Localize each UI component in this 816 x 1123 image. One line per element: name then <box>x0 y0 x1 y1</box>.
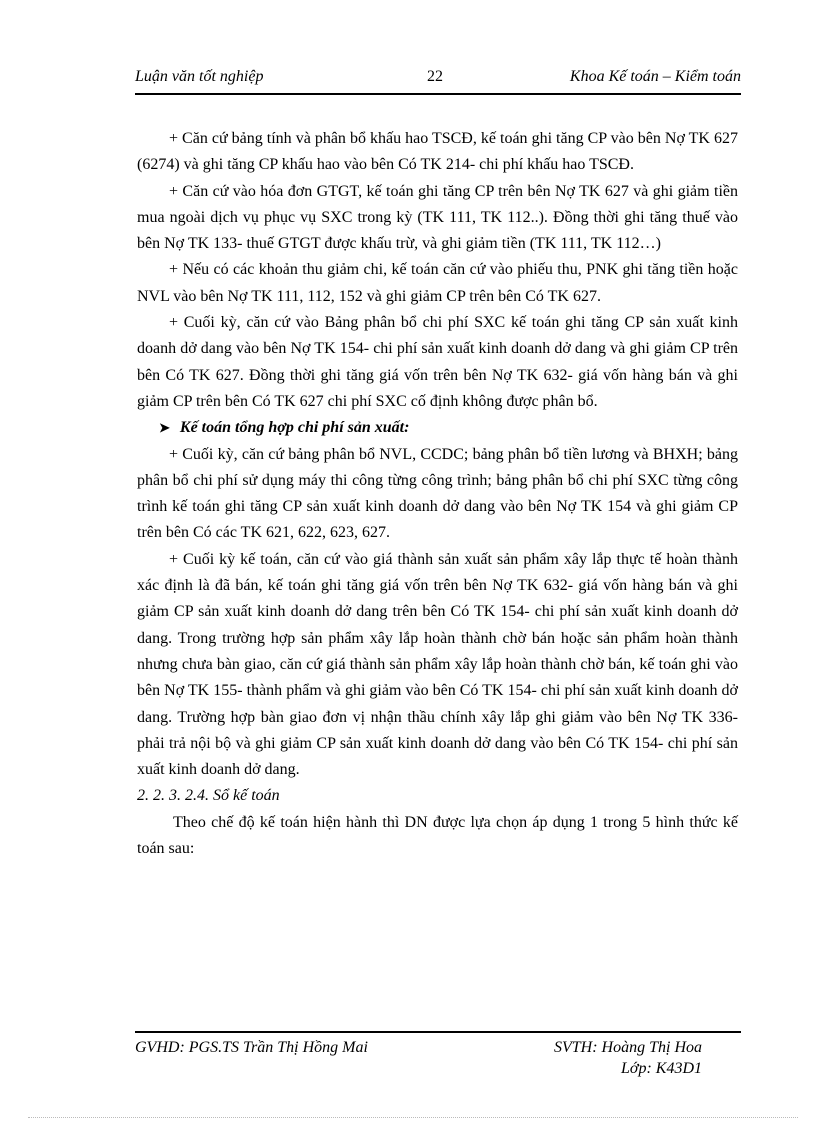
footer-student: SVTH: Hoàng Thị Hoa <box>554 1039 703 1056</box>
paragraph-7: Theo chế độ kế toán hiện hành thì DN được lựa chọn áp dụng 1 trong 5 hình thức kế toán sau: <box>137 813 738 858</box>
paragraph-6: + Cuối kỳ kế toán, căn cứ vào giá thành sản xuất sản phẩm xây lắp thực tế hoàn thành xác định là đã bán, kế toán ghi tăng giá vốn trên bên Nợ TK 632- giá vốn hàng bán và ghi giảm CP sản xuất kinh doanh dở dang trên bên Có TK 154- chi phí sản xuất kinh doanh dở dang. Trong trường hợp sản phẩm xây lắp hoàn thành chờ bán hoặc sản phẩm hoàn thành nhưng chưa bàn giao, căn cứ giá thành sản phẩm xây lắp hoàn thành chờ bán, kế toán ghi vào bên Nợ TK 155- thành phẩm và ghi giảm vào bên Có TK 154- chi phí sản xuất kinh doanh dở dang. Trường hợp bàn giao đơn vị nhận thầu chính xây lắp ghi giảm vào bên Nợ TK 336- phải trả nội bộ và ghi giảm CP sản xuất kinh doanh dở dang vào bên Có TK 154- chi phí sản xuất kinh doanh dở dang. <box>137 550 738 779</box>
footer-class: Lớp: K43D1 <box>621 1060 702 1077</box>
header-faculty: Khoa Kế toán – Kiểm toán <box>569 68 741 85</box>
page-number: 22 <box>427 68 443 85</box>
header-thesis-title: Luận văn tốt nghiệp <box>135 68 264 85</box>
page-bottom-dotted-line <box>28 1117 798 1118</box>
paragraph-4: + Cuối kỳ, căn cứ vào Bảng phân bổ chi phí SXC kế toán ghi tăng CP sản xuất kinh doanh dở dang vào bên Nợ TK 154- chi phí sản xuất kinh doanh dở dang và ghi giảm CP trên bên Có TK 627. Đồng thời ghi tăng giá vốn trên bên Nợ TK 632- giá vốn hàng bán và ghi giảm CP trên bên Có TK 627 chi phí SXC cố định không được phân bổ. <box>137 314 738 410</box>
header-rule <box>135 93 741 95</box>
paragraph-3: + Nếu có các khoản thu giảm chi, kế toán căn cứ vào phiếu thu, PNK ghi tăng tiền hoặc NVL vào bên Nợ TK 111, 112, 152 và ghi giảm CP trên bên Có TK 627. <box>137 261 738 305</box>
paragraph-2: + Căn cứ vào hóa đơn GTGT, kế toán ghi tăng CP trên bên Nợ TK 627 và ghi giảm tiền mua ngoài dịch vụ phục vụ SXC trong kỳ (TK 111, TK 112..). Đồng thời ghi tăng thuế vào bên Nợ TK 133- thuế GTGT được khấu trừ, và ghi giảm tiền (TK 111, TK 112…) <box>137 182 738 253</box>
footer-advisor: GVHD: PGS.TS Trần Thị Hồng Mai <box>135 1039 368 1056</box>
arrow-bullet-icon: ➤ <box>159 420 170 436</box>
paragraph-1: + Căn cứ bảng tính và phân bổ khấu hao TSCĐ, kế toán ghi tăng CP vào bên Nợ TK 627 (6274) và ghi tăng CP khấu hao vào bên Có TK 214- chi phí khấu hao TSCĐ. <box>137 130 738 174</box>
footer-rule <box>135 1031 741 1033</box>
section-heading: 2. 2. 3. 2.4. Sổ kế toán <box>137 787 280 805</box>
subheading-text: Kế toán tổng hợp chi phí sản xuất: <box>179 419 410 437</box>
subheading <box>137 415 738 441</box>
paragraph-5: + Cuối kỳ, căn cứ bảng phân bổ NVL, CCDC; bảng phân bổ tiền lương và BHXH; bảng phân bổ chi phí sử dụng máy thi công từng công trình; bảng phân bổ chi phí SXC từng công trình kế toán ghi tăng CP sản xuất kinh doanh dở dang vào bên Nợ TK 154 và ghi giảm CP trên bên Có các TK 621, 622, 623, 627. <box>137 445 738 542</box>
page-header <box>135 66 741 92</box>
body-text <box>137 126 738 862</box>
